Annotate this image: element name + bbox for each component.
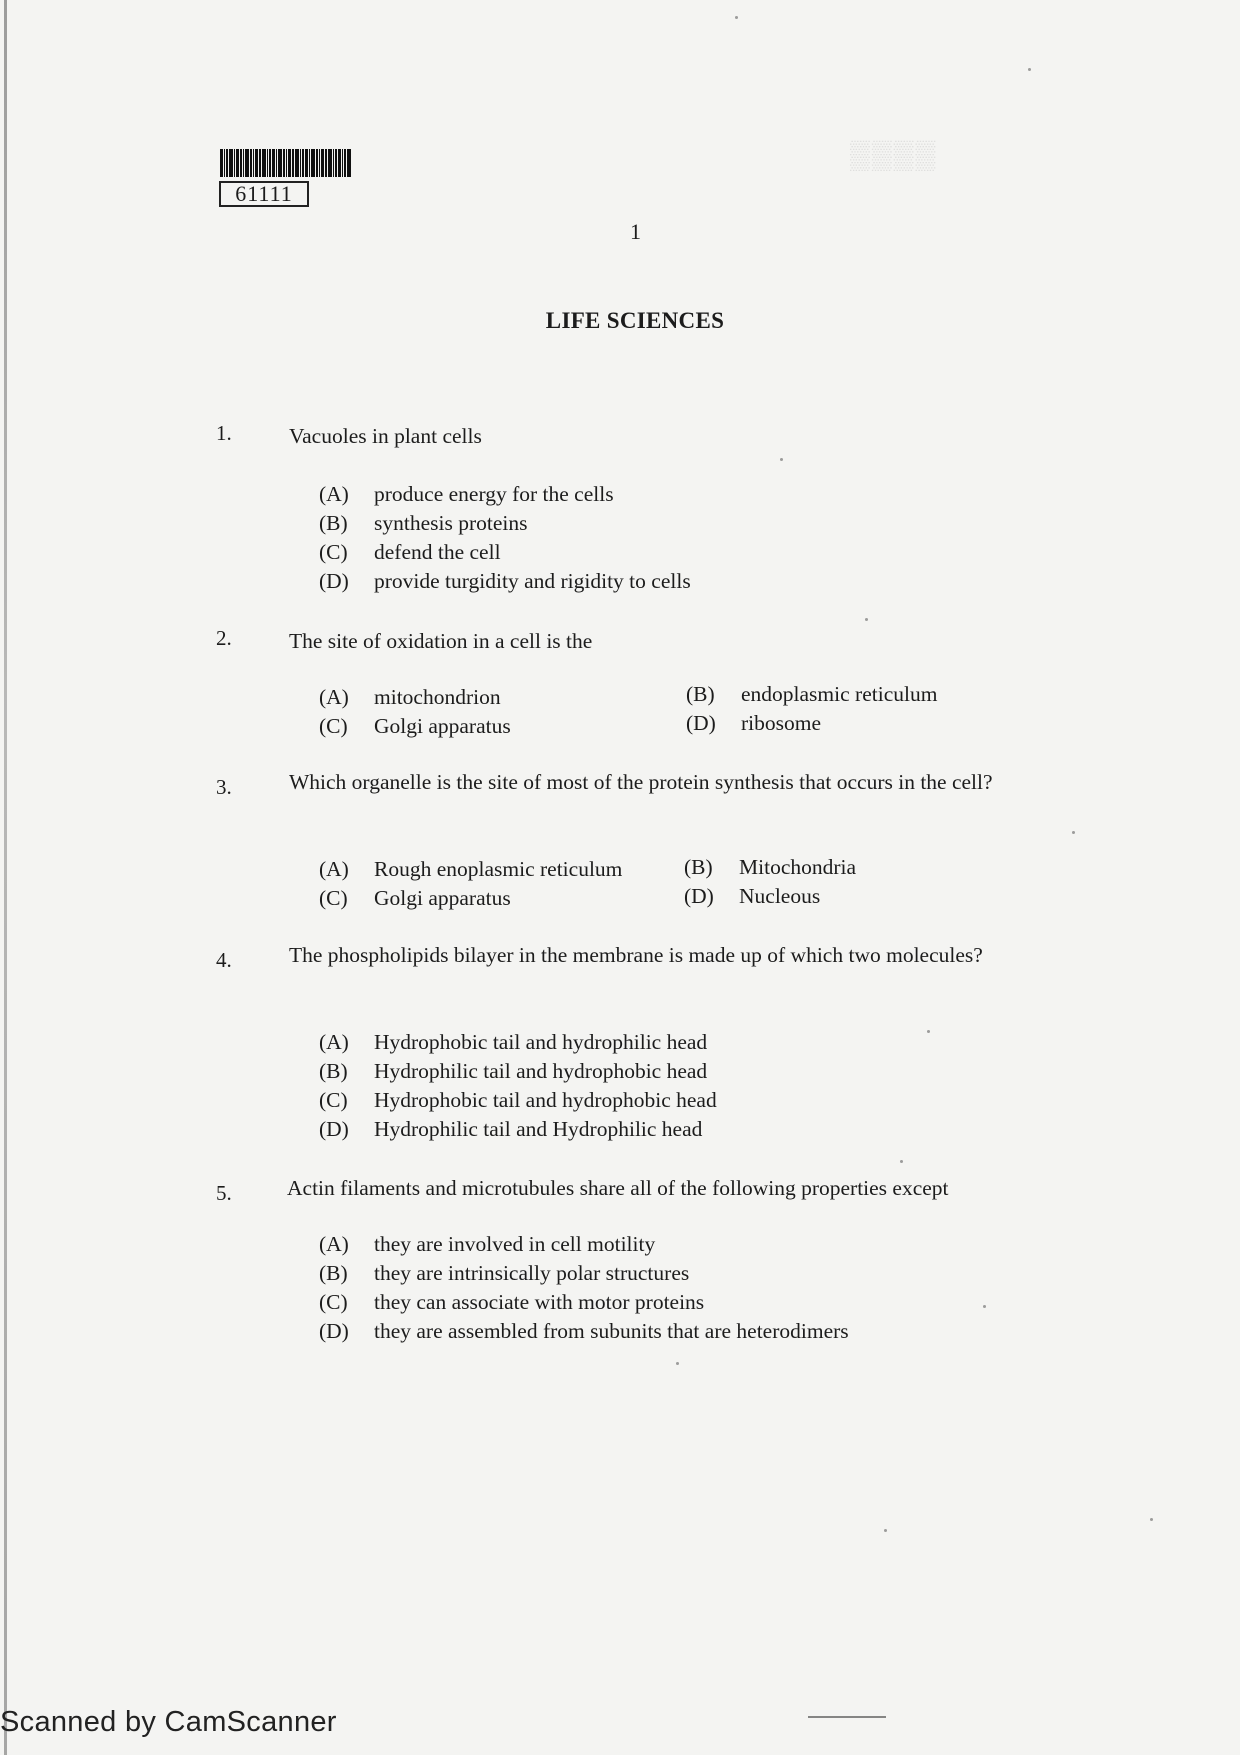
question-text: The phospholipids bilayer in the membrane is made up of which two molecules? <box>289 943 983 967</box>
option-label: (D) <box>684 884 714 908</box>
options-grid <box>319 683 1019 743</box>
option-text: defend the cell <box>374 540 501 564</box>
question-text: The site of oxidation in a cell is the <box>289 629 593 653</box>
question-text: Which organelle is the site of most of the protein synthesis that occurs in the cell? <box>289 770 993 794</box>
scan-edge-shadow <box>4 0 7 1755</box>
option-text: they can associate with motor proteins <box>374 1290 705 1314</box>
option-label: (B) <box>319 511 348 535</box>
option-label: (A) <box>319 1232 349 1256</box>
option-text: ribosome <box>741 711 822 735</box>
option-label: (B) <box>684 855 713 879</box>
question-number: 4. <box>216 948 232 972</box>
scan-speck <box>927 1030 930 1033</box>
option-label: (B) <box>319 1059 348 1083</box>
barcode <box>220 149 376 177</box>
option-label: (B) <box>319 1261 348 1285</box>
scan-speck <box>676 1362 679 1365</box>
page-title: LIFE SCIENCES <box>545 308 725 333</box>
option-text: they are involved in cell motility <box>374 1232 656 1256</box>
option-label: (D) <box>319 569 349 593</box>
scan-speck <box>780 458 783 461</box>
option-label: (C) <box>319 1088 348 1112</box>
option-text: endoplasmic reticulum <box>741 682 938 706</box>
question-text: Vacuoles in plant cells <box>289 424 482 448</box>
option-text: Nucleous <box>739 884 821 908</box>
option-text: produce energy for the cells <box>374 482 614 506</box>
option-label: (D) <box>319 1319 349 1343</box>
option-text: they are assembled from subunits that are heterodimers <box>374 1319 849 1343</box>
option-text: Hydrophilic tail and hydrophobic head <box>374 1059 708 1083</box>
option-label: (C) <box>319 886 348 910</box>
option-label: (C) <box>319 714 348 738</box>
question-text: Actin filaments and microtubules share all of the following properties except <box>287 1176 949 1200</box>
option-text: mitochondrion <box>374 685 501 709</box>
option-text: Golgi apparatus <box>374 886 511 910</box>
scan-speck <box>884 1529 887 1532</box>
barcode-number: 61111 <box>219 181 309 207</box>
option-label: (A) <box>319 685 349 709</box>
option-label: (B) <box>686 682 715 706</box>
scan-speck <box>1028 68 1031 71</box>
option-label: (D) <box>319 1117 349 1141</box>
option-text: provide turgidity and rigidity to cells <box>374 569 691 593</box>
page-number: 1 <box>630 219 641 244</box>
option-label: (C) <box>319 1290 348 1314</box>
option-text: Golgi apparatus <box>374 714 511 738</box>
option-label: (A) <box>319 482 349 506</box>
question-number: 5. <box>216 1181 232 1205</box>
option-text: Mitochondria <box>739 855 857 879</box>
option-text: they are intrinsically polar structures <box>374 1261 690 1285</box>
options-grid <box>319 855 1019 915</box>
scan-speck <box>983 1305 986 1308</box>
scan-speck <box>735 16 738 19</box>
scan-speck <box>1150 1518 1153 1521</box>
scan-speck <box>865 618 868 621</box>
option-text: Hydrophobic tail and hydrophobic head <box>374 1088 717 1112</box>
question-number: 2. <box>216 626 232 650</box>
option-text: synthesis proteins <box>374 511 528 535</box>
option-text: Rough enoplasmic reticulum <box>374 857 623 881</box>
option-label: (C) <box>319 540 348 564</box>
option-label: (A) <box>319 857 349 881</box>
divider <box>808 1716 886 1718</box>
option-label: (A) <box>319 1030 349 1054</box>
scan-speck <box>900 1160 903 1163</box>
question-number: 1. <box>216 421 232 445</box>
scan-speck <box>1072 831 1075 834</box>
scanner-watermark: Scanned by CamScanner <box>0 1706 337 1738</box>
option-text: Hydrophilic tail and Hydrophilic head <box>374 1117 703 1141</box>
option-text: Hydrophobic tail and hydrophilic head <box>374 1030 708 1054</box>
bleed-through-smudge: ▒▒▒▒ <box>850 140 938 171</box>
option-label: (D) <box>686 711 716 735</box>
question-number: 3. <box>216 775 232 799</box>
